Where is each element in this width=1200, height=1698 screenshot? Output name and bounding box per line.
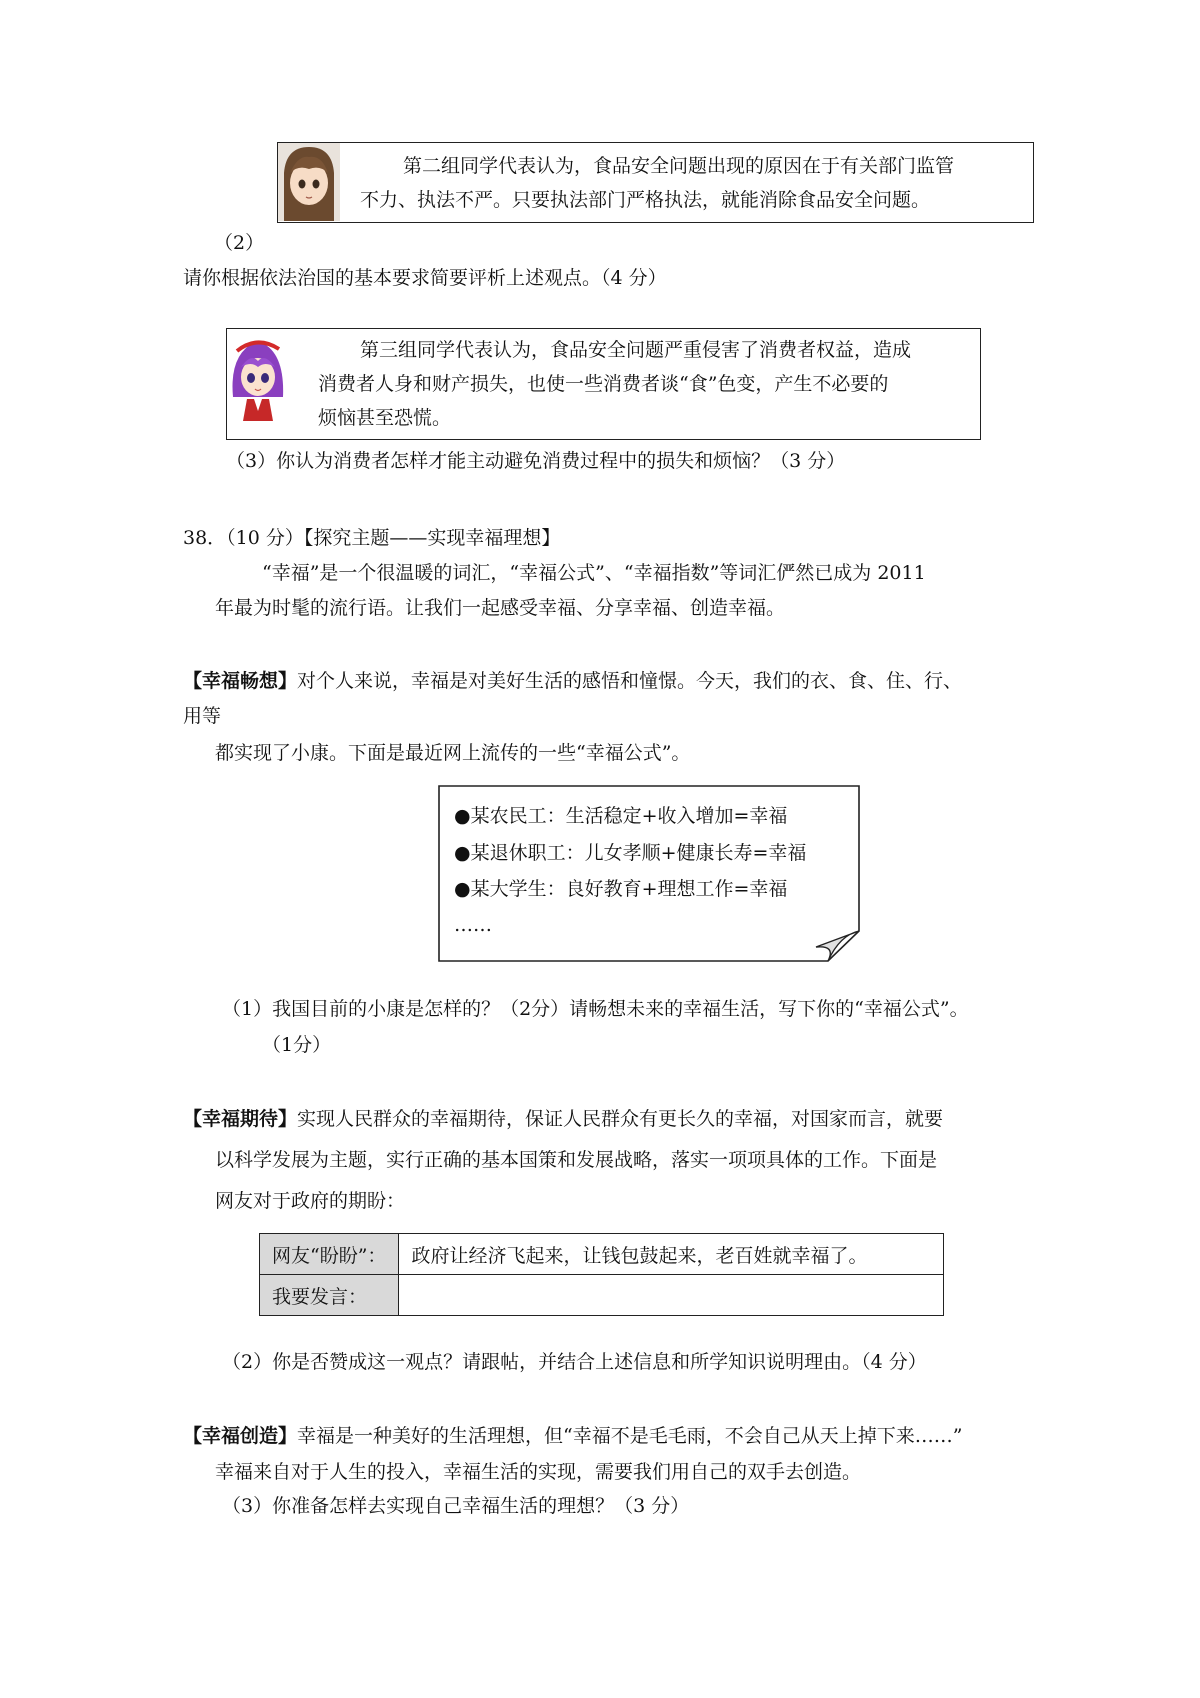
formula-item: ●某农民工：生活稳定+收入增加=幸福	[454, 805, 788, 827]
quote-box-group2	[277, 142, 1034, 223]
create-label: 【幸福创造】	[183, 1425, 298, 1447]
create-text-line1: 幸福是一种美好的生活理想，但“幸福不是毛毛雨，不会自己从天上掉下来……”	[297, 1425, 963, 1447]
expect-section-line1	[183, 1108, 943, 1131]
imagine-label: 【幸福畅想】	[183, 670, 298, 692]
imagine-question-1-line2: （1分）	[262, 1034, 332, 1056]
question-2-text: 请你根据依法治国的基本要求简要评析上述观点。（4 分）	[183, 267, 667, 289]
create-section-line1	[183, 1425, 962, 1448]
forum-post-panpan: 政府让经济飞起来，让钱包鼓起来，老百姓就幸福了。	[399, 1234, 944, 1275]
imagine-text-line3: 都实现了小康。下面是最近网上流传的一些“幸福公式”。	[215, 742, 691, 764]
formula-note-card	[438, 785, 860, 962]
group2-quote-line2: 不力、执法不严。只要执法部门严格执法，就能消除食品安全问题。	[360, 189, 931, 211]
forum-label-my-reply: 我要发言：	[260, 1275, 399, 1316]
question-3-text: （3）你认为消费者怎样才能主动避免消费过程中的损失和烦恼？（3 分）	[226, 450, 846, 472]
student-avatar-purple-hair	[227, 331, 289, 421]
quote-box-group3	[226, 328, 981, 440]
expect-label: 【幸福期待】	[183, 1108, 298, 1130]
imagine-text-line1: 对个人来说，幸福是对美好生活的感悟和憧憬。今天，我们的衣、食、住、行、	[297, 670, 963, 692]
expect-question-2: （2）你是否赞成这一观点？请跟帖，并结合上述信息和所学知识说明理由。（4 分）	[222, 1351, 927, 1373]
expect-text-line1: 实现人民群众的幸福期待，保证人民群众有更长久的幸福，对国家而言，就要	[297, 1108, 944, 1130]
imagine-question-1-line1: （1）我国目前的小康是怎样的？（2分）请畅想未来的幸福生活，写下你的“幸福公式”。	[222, 998, 969, 1020]
group2-quote-line1: 第二组同学代表认为，食品安全问题出现的原因在于有关部门监管	[403, 155, 955, 177]
forum-reply-field[interactable]	[399, 1275, 944, 1316]
create-text-line2: 幸福来自对于人生的投入，幸福生活的实现，需要我们用自己的双手去创造。	[215, 1461, 862, 1483]
q38-intro-line2: 年最为时髦的流行语。让我们一起感受幸福、分享幸福、创造幸福。	[215, 597, 786, 619]
forum-table	[259, 1233, 944, 1316]
group3-quote-line1: 第三组同学代表认为，食品安全问题严重侵害了消费者权益，造成	[360, 339, 912, 361]
question-2-number: （2）	[214, 232, 265, 254]
q38-intro-line1: “幸福”是一个很温暖的词汇，“幸福公式”、“幸福指数”等词汇俨然已成为 2011	[262, 562, 926, 584]
group3-quote-line2: 消费者人身和财产损失，也使一些消费者谈“食”色变，产生不必要的	[318, 373, 889, 395]
formula-item: ●某大学生：良好教育+理想工作=幸福	[454, 878, 788, 900]
student-avatar-brown-hair	[278, 143, 340, 221]
table-row	[260, 1275, 944, 1316]
imagine-section-line1	[183, 670, 962, 693]
forum-label-panpan: 网友“盼盼”：	[260, 1234, 399, 1275]
imagine-text-line2: 用等	[183, 705, 222, 727]
table-row	[260, 1234, 944, 1275]
formula-item: ●某退休职工：儿女孝顺+健康长寿=幸福	[454, 842, 807, 864]
question-38-header: 38．（10 分）【探究主题——实现幸福理想】	[183, 527, 561, 549]
formula-ellipsis: ……	[454, 914, 492, 936]
group3-quote-line3: 烦恼甚至恐慌。	[318, 407, 452, 429]
expect-text-line3: 网友对于政府的期盼：	[215, 1190, 406, 1212]
create-question-3: （3）你准备怎样去实现自己幸福生活的理想？（3 分）	[222, 1495, 690, 1517]
expect-text-line2: 以科学发展为主题，实行正确的基本国策和发展战略，落实一项项具体的工作。下面是	[215, 1149, 938, 1171]
